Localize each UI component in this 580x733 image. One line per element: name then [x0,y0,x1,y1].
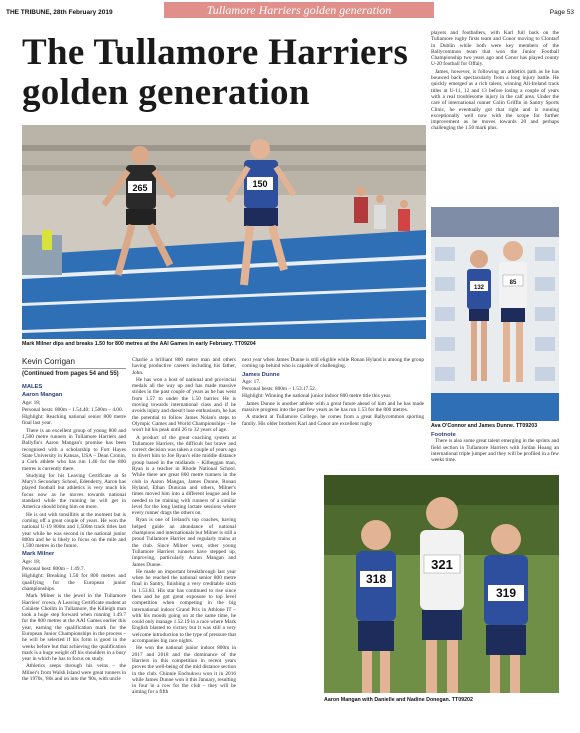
james-pb: Personal bests: 800m – 1.53.17.52. [242,386,317,393]
column-3 [242,357,424,473]
bib-150: 150 [252,179,268,189]
paragraph: There is an excellent group of young 800 and 1,500 metre runners in Tullamore Harriers and Ballyfin's Aaron Mangan's promise has been recognised with a scholarship to Fort Hayes State University in Kansas, USA – Dean Cronin, a Cork athlete who has run 1.46 for the 800 metres is currently there. [22,427,126,472]
group-photo-image [324,475,559,693]
paragraph: Studying for his Leaving Certificate at St Mary's Secondary School, Edenderry, Aaron has played football but athletics is very much his focus now as he moves towards national standard while the running he will get in America should bring him on more. [22,472,126,511]
footnote-text: There is also some great talent emerging in the sprints and field section in Tullamore Harriers with Jordan Hoang an international triple jumper and they will be profiled in a few weeks time. [431,438,559,464]
column-4-footnote [431,432,559,472]
james-age: Age: 17. [242,378,261,385]
bib-132: 132 [473,285,485,291]
paragraph: James, however, is following an athletics path as he has bounced back spectacularly from a long injury battle. He quickly emerged as a rich talent, winning All-Ireland track titles at U-11, 12 and 13 before losing a couple of years with a real troublesome injury in the calf area. Under the care of international runner Colin Griffin in Santry Sports Clinic, he eventually got that right and is running exceptionally well now with the scope for further improvement as he moves towards 20 and perhaps challenging the 1.50 mark plus. [431,68,559,132]
side-photo-caption: Ava O'Connor and James Dunne. TT09203 [431,423,538,429]
group-photo-caption: Aaron Mangan with Danielle and Nadine Donegan. TT09202 [324,697,473,703]
group-photo [324,475,559,693]
headline: The Tullamore Harriers golden generation [22,32,409,113]
paragraph: He made an important breakthrough last year when he reached the national senior 800 metre final in Santry, finishing a very creditable sixth in 1.53.83. His star has continued to rise since then and he got great exposure to top level competition when competing in the big international indoor Grand Prix in Athlone IT – with his moods going on at the same time, he could only manage 1.52.19 in a race where Mark English blasted to victory but it was still a very welcome introduction to the type of pressure that accompanies big race nights. [132,568,236,645]
paragraph: Ryan is one of Ireland's top coaches, having helped guide an abundance of national champions and internationals but Milner is still a proud Tullamore Harrier and regularly trains at the club. Since Milner went, other young Tullamore Harriers runners have stepped up, improving, particularly Aaron Mangan and James Dunne. [132,517,236,568]
main-photo [22,125,426,339]
subhead-aaron-mangan: Aaron Mangan [22,392,63,399]
subhead-mark-milner: Mark Milner [22,551,55,558]
paragraph: He is out with tonsillitis at the moment but is coming off a great couple of years. He won the national U-19 800m and 1,500m track titles last year while he was second in the national junior 800m and he is likely to focus on the mile and 1,500 metres in the future. [22,511,126,550]
paragraph: James Dunne is another athlete with a great future ahead of him and he has made massive progress into the past few years as he has run 1.53 for the 800 metres. [242,400,424,414]
side-photo [431,207,559,421]
paragraph: Athletics seeps through his veins – the Milner's from Walsh Island were great runners in the 1970s, '80s and on into the '90s, with uncle [22,663,126,683]
paragraph: A product of the great coaching system at Tullamore Harriers, the difficult but brave and correct decision was taken a couple of years ago to divert him to Joe Ryan's elite middle distance group based in the midlands – Kilbeggan man, Ryan is a teacher in Rhode National School. While there are great 800 metre runners in the club in Aaron Mangan, James Dunne, Ronan Hyland, Ethan Dunican and others, Milner's times moved him into a different league and he needed to be training with runners of a similar level for the long lasting lactate sessions where every runner drags the others on. [132,434,236,517]
bib-319: 319 [495,586,517,600]
bib-318: 318 [365,572,387,586]
column-1 [22,381,126,731]
paragraph: next year when James Dunne is still eligible while Ronan Hyland is among the group coming up behind who is capable of challenging. [242,357,424,370]
side-photo-image [431,207,559,421]
page-number: Page 53 [549,9,574,16]
masthead [6,2,574,22]
aaron-age: Age: 18; [22,399,41,406]
james-highlight: Highlight: Winning the national junior indoor 800 metre title this year. [242,393,392,400]
section-banner: Tullamore Harriers golden generation [164,2,434,18]
column-2 [132,357,236,731]
section-heading-males: MALES [22,384,43,390]
mark-highlight: Highlight: Breaking 1.50 for 800 metres and qualifying for the European junior championships. [22,573,126,592]
paper-date: THE TRIBUNE, 28th February 2019 [6,9,113,16]
footnote-heading: Footnote [431,432,456,438]
subhead-james-dunne: James Dunne [242,371,280,378]
aaron-highlight: Highlight: Reaching national senior 800 metre final last year. [22,414,126,427]
main-photo-image [22,125,426,339]
column-4-top [431,30,559,204]
byline-divider [22,368,126,369]
paragraph: He won the national junior indoor 800m in 2017 and 2018 and the dominance of the Harriers in this competition in recent years proves the well-being of the mid distance section in the club. Chinnie Enchukwu won it in 2016 while James Dunne won it this January, resulting in four in a row for the club – they will be aiming for a fifth [132,645,236,696]
paragraph: Mark Milner is the jewel in the Tullamore Harriers' crown. A Leaving Certificate student at Coláiste Choilm in Tullamore, the Killeigh man took a huge step forward when running 1.49.7 for the 800 metres at the AAI Games earlier this year, earning the qualification mark for the European Junior Championships in the process – he will be selected if his form is good in the weeks before but that achieving the qualification mark is a huge weight off his shoulders in a busy year in which he has to focus on study. [22,593,126,663]
continued-note: (Continued from pages 54 and 55) [22,371,119,377]
bib-265: 265 [132,183,148,193]
paragraph: A student at Tullamore College, he comes from a great Ballycommon sporting family. His older brothers Karl and Conor are excellent rugby [242,414,424,427]
byline: Kevin Corrigan [22,357,75,366]
bib-321: 321 [431,557,453,572]
bib-85: 85 [509,280,517,286]
mark-pb: Personal best: 800m – 1.49.7. [22,566,85,573]
paragraph: players and footballers, with Karl full back on the Tullamore rugby firsts team and Conor moving to Clontarf in Dublin while both were key members of the Ballycommon team that won the Junior Football Championship two years ago and Conor has played county U-20 football for Offaly. [431,30,559,68]
aaron-pb: Personal bests: 800m – 1.54.40; 1,500m – 4.00. [22,406,123,413]
paragraph: Charlie a brilliant 800 metre man and others having productive careers including his father, John. [132,357,236,376]
main-photo-caption: Mark Milner dips and breaks 1.50 for 800 metres at the AAI Games in early February. TT09204 [22,341,256,347]
mark-age: Age: 18; [22,558,41,565]
paragraph: He has won a host of national and provincial medals all the way up and has made massive strides in the past couple of years as he has went from 1.57 to under the 1.50 barrier. He is moving towards international class and if he avoids injury and doesn't lose enthusiasm, he has the potential to follow James Nolan's steps to Olympic Games and World Championships – he won't hit his peak until 26 to 32 years of age. [132,376,236,434]
